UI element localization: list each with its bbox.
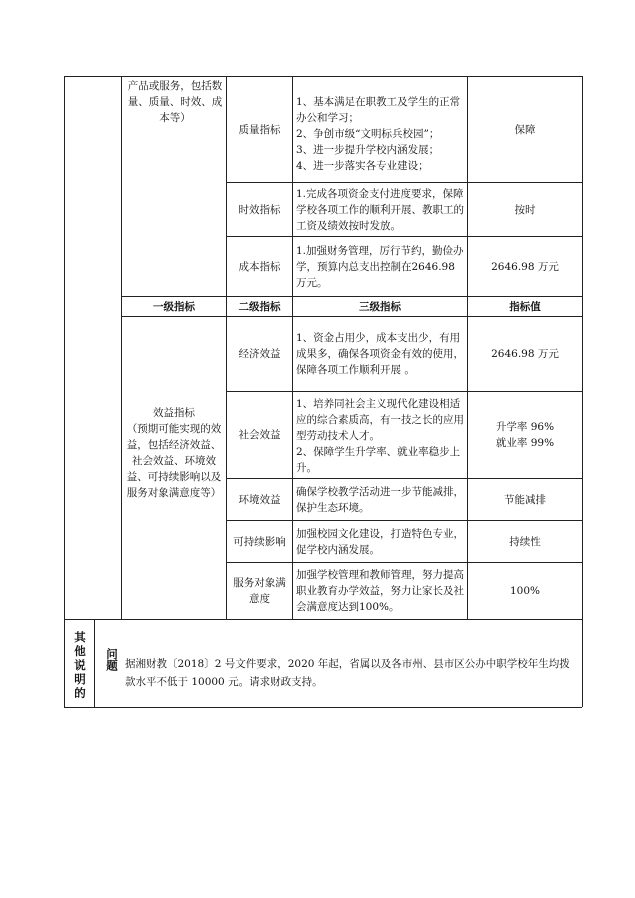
economic-level3: 1、资金占用少，成本支出少，有用成果多，确保各项资金有效的使用，保障各项工作顺利开展 。 bbox=[296, 332, 464, 376]
environment-level2: 环境效益 bbox=[238, 493, 281, 506]
other-label-left: 其他说明的 bbox=[74, 630, 86, 700]
social-line-1: 1、培养同社会主义现代化建设相适应的综合素质高，有一技之长的应用型劳动技术人才。 bbox=[296, 398, 464, 442]
level1-output-cont: 产品或服务，包括数量、质量、时效、成本等） bbox=[127, 80, 223, 124]
timeliness-value: 按时 bbox=[514, 203, 536, 216]
quality-line-3: 3、进一步提升学校内涵发展； bbox=[296, 144, 440, 156]
quality-line-1: 1、基本满足在职教工及学生的正常办公和学习； bbox=[296, 96, 461, 124]
economic-level2: 经济效益 bbox=[238, 348, 281, 360]
quality-value: 保障 bbox=[514, 123, 536, 136]
timeliness-level2: 时效指标 bbox=[238, 203, 281, 216]
other-note-text: 据湘财教〔2018〕2 号文件要求，2020 年起，省属以及各市州、县市区公办中职学校年生均拨款水平不低于 10000 元。请求财政支持。 bbox=[125, 658, 570, 688]
sustainability-level2: 可持续影响 bbox=[233, 535, 286, 548]
cost-level2: 成本指标 bbox=[238, 260, 281, 273]
header-level3: 三级指标 bbox=[359, 300, 401, 313]
environment-level3: 确保学校教学活动进一步节能减排，保护生态环境。 bbox=[296, 485, 464, 514]
benefit-level1-title: 效益指标 bbox=[153, 407, 195, 419]
satisfaction-value: 100% bbox=[509, 585, 541, 597]
benefit-level1 bbox=[124, 405, 224, 501]
social-level2: 社会效益 bbox=[238, 429, 281, 441]
satisfaction-level2: 服务对象满意度 bbox=[233, 577, 286, 605]
social-level3 bbox=[296, 396, 464, 476]
sustainability-level3: 加强校园文化建设，打造特色专业，促学校内涵发展。 bbox=[296, 527, 464, 556]
benefit-level1-desc: （预期可能实现的效益，包括经济效益、社会效益、环境效益、可持续影响以及服务对象满意度等） bbox=[126, 423, 222, 499]
header-level2: 二级指标 bbox=[238, 300, 281, 313]
quality-line-2: 2、争创市级“文明标兵校园”； bbox=[296, 128, 440, 140]
timeliness-level3: 1.完成各项资金支付进度要求，保障学校各项工作的顺利开展、教职工的工资及绩效按时发放。 bbox=[296, 187, 464, 232]
satisfaction-level3: 加强学校管理和教师管理，努力提高职业教育办学效益，努力让家长及社会满意度达到100%。 bbox=[296, 569, 464, 613]
header-value: 指标值 bbox=[509, 300, 541, 313]
cost-level3: 1.加强财务管理，厉行节约，勤俭办学，预算内总支出控制在2646.98万元。 bbox=[296, 244, 464, 289]
quality-level2: 质量指标 bbox=[238, 123, 281, 136]
economic-value: 2646.98 万元 bbox=[491, 348, 559, 360]
social-line-2: 2、保障学生升学率、就业率稳步上升。 bbox=[296, 446, 461, 474]
quality-level3 bbox=[296, 94, 464, 174]
cost-value: 2646.98 万元 bbox=[491, 260, 559, 273]
other-label-right: 问题 bbox=[105, 648, 119, 671]
social-value-line-2: 就业率 99% bbox=[495, 437, 555, 449]
social-value bbox=[468, 419, 582, 451]
environment-value: 节能减排 bbox=[504, 493, 546, 506]
header-level1: 一级指标 bbox=[153, 300, 195, 313]
sustainability-value: 持续性 bbox=[509, 535, 541, 548]
quality-line-4: 4、进一步落实各专业建设； bbox=[296, 160, 429, 172]
social-value-line-1: 升学率 96% bbox=[495, 421, 555, 433]
